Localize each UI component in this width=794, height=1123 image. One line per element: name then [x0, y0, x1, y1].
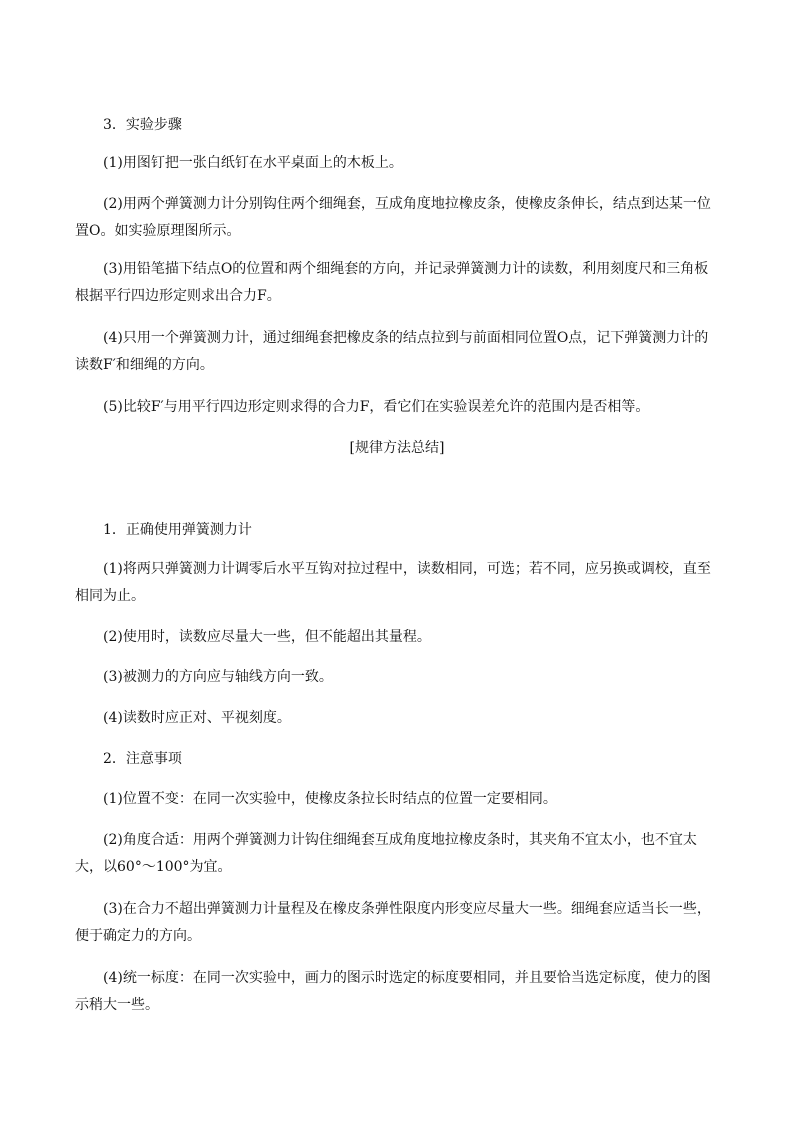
step-1: (1)用图钉把一张白纸钉在水平桌面上的木板上。 — [103, 155, 403, 171]
step-5: (5)比较F′与用平行四边形定则求得的合力F，看它们在实验误差允许的范围内是否相等。 — [103, 399, 650, 415]
usage-item-4: (4)读数时应正对、平视刻度。 — [103, 710, 291, 726]
step-2: (2)用两个弹簧测力计分别钩住两个细绳套，互成角度地拉橡皮条，使橡皮条伸长，结点到达某一位置O。如实验原理图所示。 — [75, 196, 711, 239]
step-4: (4)只用一个弹簧测力计，通过细绳套把橡皮条的结点拉到与前面相同位置O点，记下弹簧测力计的读数F′和细绳的方向。 — [75, 330, 709, 373]
section-heading-use-spring-scale: 1．正确使用弹簧测力计 — [103, 522, 252, 538]
precaution-item-3: (3)在合力不超出弹簧测力计量程及在橡皮条弹性限度内形变应尽量大一些。细绳套应适当长一些，便于确定力的方向。 — [75, 901, 711, 944]
step-3: (3)用铅笔描下结点O的位置和两个细绳套的方向，并记录弹簧测力计的读数，利用刻度尺和三角板根据平行四边形定则求出合力F。 — [75, 261, 709, 304]
section-heading-precautions: 2．注意事项 — [103, 751, 182, 767]
precaution-item-2: (2)角度合适：用两个弹簧测力计钩住细绳套互成角度地拉橡皮条时，其夹角不宜太小，也不宜太大，以60°～100°为宜。 — [75, 832, 697, 875]
usage-item-1: (1)将两只弹簧测力计调零后水平互钩对拉过程中，读数相同，可选；若不同，应另换或调校，直至相同为止。 — [75, 561, 711, 604]
summary-title: [规律方法总结] — [349, 440, 445, 456]
precaution-item-4: (4)统一标度：在同一次实验中，画力的图示时选定的标度要相同，并且要恰当选定标度，使力的图示稍大一些。 — [75, 970, 711, 1013]
usage-item-3: (3)被测力的方向应与轴线方向一致。 — [103, 669, 333, 685]
usage-item-2: (2)使用时，读数应尽量大一些，但不能超出其量程。 — [103, 629, 431, 645]
precaution-item-1: (1)位置不变：在同一次实验中，使橡皮条拉长时结点的位置一定要相同。 — [103, 791, 557, 807]
section-heading-experiment-steps: 3．实验步骤 — [103, 117, 182, 133]
